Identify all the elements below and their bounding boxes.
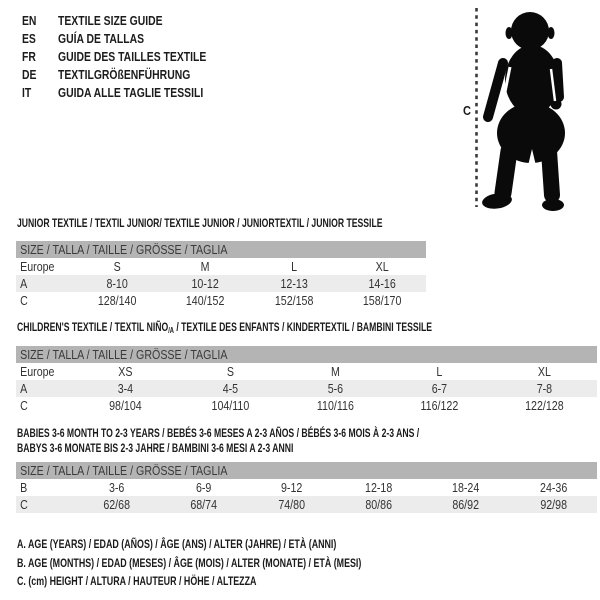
size-cell: S bbox=[226, 364, 234, 379]
size-cell: 12-13 bbox=[279, 276, 308, 291]
children-table-title bbox=[17, 321, 432, 337]
size-cell: 62/68 bbox=[103, 497, 131, 512]
size-cell: 152/158 bbox=[274, 293, 313, 308]
size-cell: L bbox=[436, 364, 443, 379]
language-title-block bbox=[22, 12, 243, 102]
size-cell: 110/116 bbox=[316, 398, 354, 413]
size-header-bar bbox=[16, 462, 597, 479]
lang-row-de bbox=[22, 66, 243, 84]
lang-row-fr bbox=[22, 48, 243, 66]
size-cell: 116/122 bbox=[420, 398, 459, 413]
note-height-cm: C. (cm) HEIGHT / ALTURA / HAUTEUR / HÖHE / ALTEZZA bbox=[17, 574, 257, 588]
table-row-europe bbox=[16, 258, 426, 275]
table-row-height bbox=[16, 292, 426, 309]
size-header-label: SIZE / TALLA / TAILLE / GRÖSSE / TAGLIA bbox=[20, 347, 228, 362]
lang-row-en bbox=[22, 12, 243, 30]
lang-row-it bbox=[22, 84, 243, 102]
note-age-months: B. AGE (MONTHS) / EDAD (MESES) / ÂGE (MOIS) / ALTER (MONATE) / ETÀ (MESI) bbox=[17, 555, 362, 570]
size-header-label: SIZE / TALLA / TAILLE / GRÖSSE / TAGLIA bbox=[20, 463, 228, 478]
size-cell: XL bbox=[538, 364, 552, 379]
table-row-height bbox=[16, 496, 597, 513]
size-cell: 12-18 bbox=[365, 480, 393, 495]
lang-title-en: TEXTILE SIZE GUIDE bbox=[58, 13, 163, 28]
size-cell: 3-6 bbox=[108, 480, 125, 495]
size-cell: S bbox=[113, 259, 121, 274]
babies-title-line2: BABYS 3-6 MONATE BIS 2-3 JAHRE / BAMBINI 3-6 MESI A 2-3 ANNI bbox=[17, 441, 294, 455]
table-row-height bbox=[16, 397, 597, 414]
size-header-bar bbox=[16, 241, 426, 258]
table-row-europe bbox=[16, 363, 597, 380]
row-label: C bbox=[20, 398, 28, 413]
size-header-bar bbox=[16, 346, 597, 363]
lang-code-en: EN bbox=[22, 13, 37, 28]
children-size-table bbox=[16, 346, 597, 414]
children-title-prefix: CHILDREN'S TEXTILE / TEXTIL NIÑO bbox=[17, 320, 169, 334]
lang-title-fr: GUIDE DES TAILLES TEXTILE bbox=[58, 49, 207, 64]
size-cell: 158/170 bbox=[362, 293, 402, 308]
size-cell: L bbox=[290, 259, 297, 274]
size-cell: M bbox=[200, 259, 210, 274]
size-cell: 4-5 bbox=[222, 381, 238, 396]
size-cell: 122/128 bbox=[525, 398, 564, 413]
size-header-label: SIZE / TALLA / TAILLE / GRÖSSE / TAGLIA bbox=[20, 242, 228, 257]
babies-table-title bbox=[17, 426, 419, 456]
size-cell: 86/92 bbox=[452, 497, 480, 512]
size-cell: XL bbox=[375, 259, 389, 274]
size-cell: 128/140 bbox=[97, 293, 137, 308]
children-title-subscript: /A bbox=[168, 326, 174, 335]
lang-code-fr: FR bbox=[22, 49, 36, 64]
babies-size-table bbox=[16, 462, 597, 513]
lang-code-it: IT bbox=[22, 85, 32, 100]
lang-code-de: DE bbox=[22, 67, 37, 82]
children-title-suffix: / TEXTILE DES ENFANTS / KINDERTEXTIL / BAMBINI TESSILE bbox=[173, 320, 433, 334]
table-row-age-months bbox=[16, 479, 597, 496]
size-cell: 14-16 bbox=[368, 276, 396, 291]
junior-size-table bbox=[16, 241, 426, 309]
row-label: Europe bbox=[20, 364, 55, 379]
size-cell: 80/86 bbox=[365, 497, 392, 512]
lang-row-es bbox=[22, 30, 243, 48]
size-cell: 104/110 bbox=[211, 398, 250, 413]
size-cell: 24-36 bbox=[539, 480, 567, 495]
size-cell: 18-24 bbox=[452, 480, 480, 495]
baby-silhouette-icon bbox=[455, 5, 585, 215]
size-cell: 98/104 bbox=[109, 398, 142, 413]
size-cell: 9-12 bbox=[280, 480, 302, 495]
table-row-age bbox=[16, 275, 426, 292]
lang-title-it: GUIDA ALLE TAGLIE TESSILI bbox=[58, 85, 204, 100]
size-cell: M bbox=[330, 364, 340, 379]
table-row-age bbox=[16, 380, 597, 397]
note-age-years: A. AGE (YEARS) / EDAD (AÑOS) / ÂGE (ANS) / ALTER (JAHRE) / ETÀ (ANNI) bbox=[17, 537, 337, 551]
size-cell: 92/98 bbox=[539, 497, 567, 512]
babies-title-line1: BABIES 3-6 MONTH TO 2-3 YEARS / BEBÉS 3-6 MESES A 2-3 AÑOS / BÉBÉS 3-6 MOIS À 2-3 ANS / bbox=[17, 426, 420, 440]
lang-title-de: TEXTILGRÖßENFÜHRUNG bbox=[58, 67, 191, 82]
row-label: Europe bbox=[20, 259, 55, 274]
size-cell: 8-10 bbox=[106, 276, 128, 291]
row-label: A bbox=[20, 381, 28, 396]
figure-height-label: C bbox=[463, 103, 471, 118]
row-label: B bbox=[20, 480, 28, 495]
size-cell: 6-9 bbox=[196, 480, 212, 495]
legend-notes bbox=[17, 535, 361, 591]
size-cell: XS bbox=[118, 364, 133, 379]
size-cell: 5-6 bbox=[327, 381, 343, 396]
row-label: C bbox=[20, 497, 28, 512]
size-cell: 6-7 bbox=[432, 381, 448, 396]
size-cell: 3-4 bbox=[117, 381, 134, 396]
size-cell: 68/74 bbox=[190, 497, 218, 512]
baby-silhouette bbox=[481, 12, 565, 211]
junior-table-title: JUNIOR TEXTILE / TEXTIL JUNIOR/ TEXTILE JUNIOR / JUNIORTEXTIL / JUNIOR TESSILE bbox=[17, 216, 383, 230]
size-cell: 7-8 bbox=[536, 381, 553, 396]
size-cell: 74/80 bbox=[277, 497, 305, 512]
size-cell: 140/152 bbox=[186, 293, 225, 308]
row-label: A bbox=[20, 276, 28, 291]
lang-code-es: ES bbox=[22, 31, 36, 46]
lang-title-es: GUÍA DE TALLAS bbox=[58, 31, 145, 46]
row-label: C bbox=[20, 293, 28, 308]
size-cell: 10-12 bbox=[191, 276, 220, 291]
